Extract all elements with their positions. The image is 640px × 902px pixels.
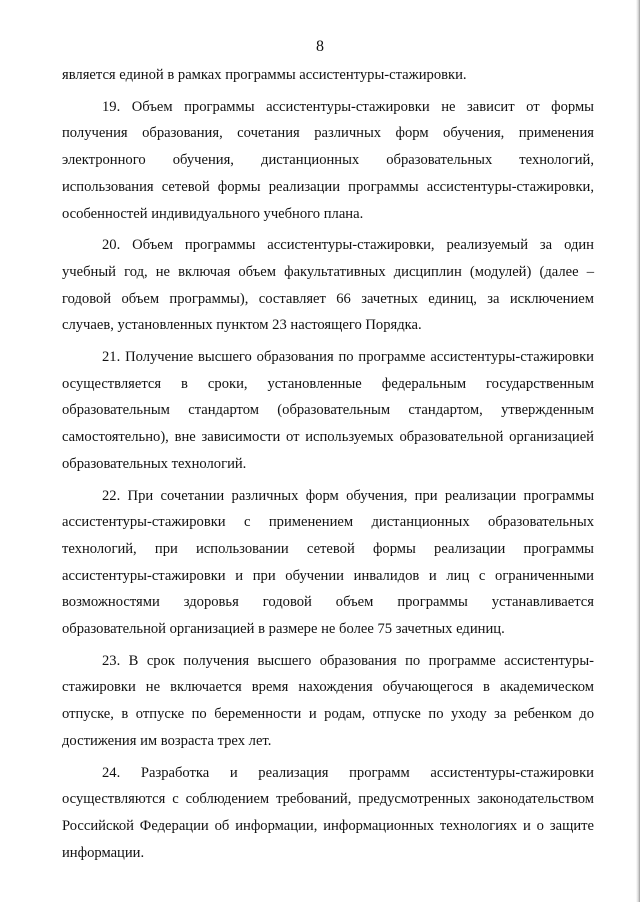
paragraph-23: 23. В срок получения высшего образования по программе ассистентуры-стажировки не включается время нахождения обучающегося в академическом отпуске, в отпуске по беременности и родам, отпуске по уходу за ребенком до достижения им возраста трех лет. bbox=[62, 652, 594, 749]
paragraph-24: 24. Разработка и реализация программ ассистентуры-стажировки осуществляются с соблюдением требований, предусмотренных законодательством Российской Федерации об информации, информационных технологиях и о защите информации. bbox=[62, 764, 594, 861]
page-number: 8 bbox=[316, 38, 324, 55]
paragraph-19: 19. Объем программы ассистентуры-стажировки не зависит от формы получения образования, сочетания различных форм обучения, применения электронного обучения, дистанционных образовательных технологий, использования сетевой формы реализации программы ассистентуры-стажировки, особенностей индивидуального учебного плана. bbox=[62, 98, 594, 222]
paragraph-20: 20. Объем программы ассистентуры-стажировки, реализуемый за один учебный год, не включая объем факультативных дисциплин (модулей) (далее – годовой объем программы), составляет 66 зачетных единиц, за исключением случаев, установленных пунктом 23 настоящего Порядка. bbox=[62, 237, 594, 334]
paragraph-21: 21. Получение высшего образования по программе ассистентуры-стажировки осуществляется в сроки, установленные федеральным государственным образовательным стандартом (образовательным стандартом, утвержденным самостоятельно), вне зависимости от используемых образовательной организацией образовательных технологий. bbox=[62, 349, 594, 472]
paragraph-continuation: является единой в рамках программы ассистентуры-стажировки. bbox=[62, 67, 467, 83]
scan-edge-shadow bbox=[636, 0, 640, 902]
document-body bbox=[62, 62, 594, 871]
paragraph-22: 22. При сочетании различных форм обучения, при реализации программы ассистентуры-стажировки с применением дистанционных образовательных технологий, при использовании сетевой формы реализации программы ассистентуры-стажировки и при обучении инвалидов и лиц с ограниченными возможностями здоровья годовой объем программы устанавливается образовательной организацией в размере не более 75 зачетных единиц. bbox=[62, 487, 594, 638]
